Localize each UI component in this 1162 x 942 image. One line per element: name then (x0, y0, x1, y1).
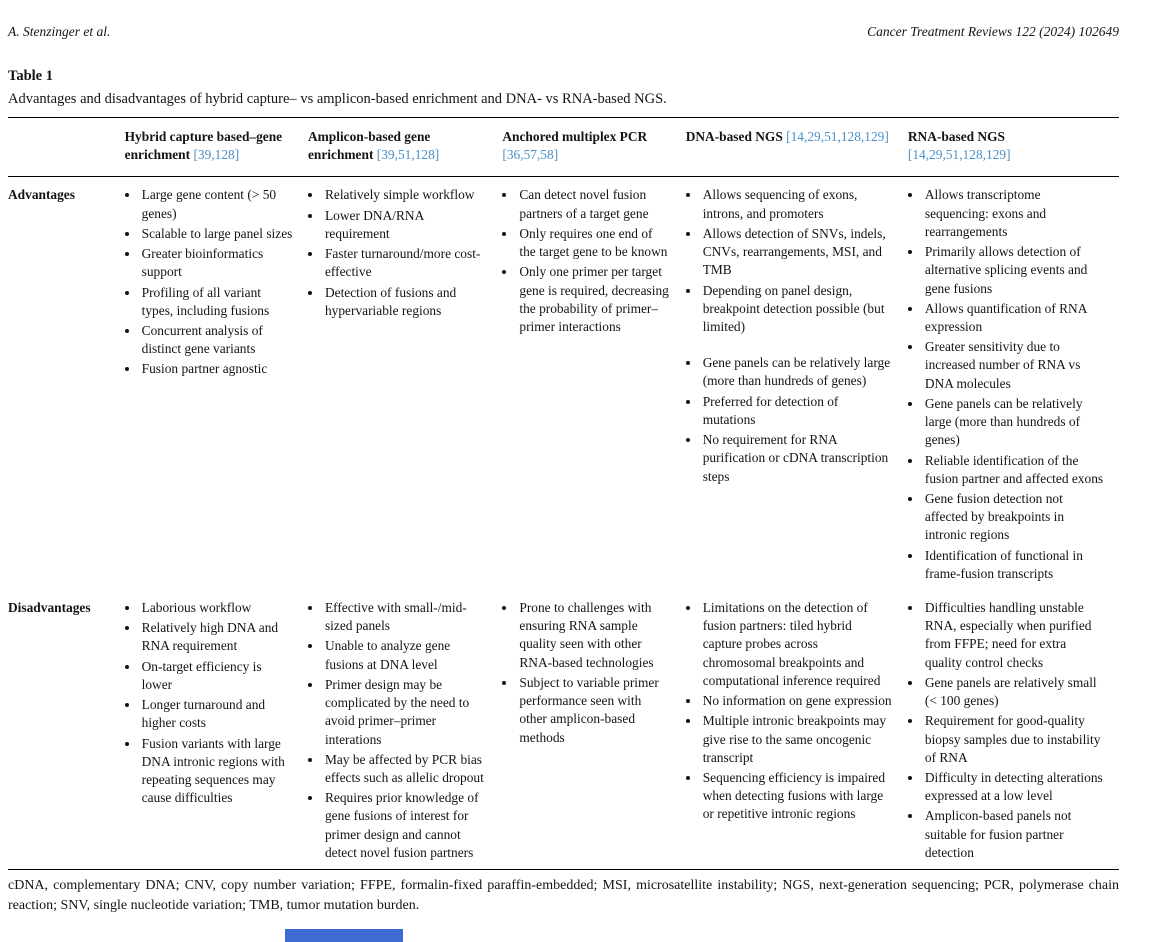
bullet-list (308, 186, 488, 320)
list-item: • Can detect novel fusion partners of a target gene (517, 186, 671, 222)
list-item: • Identification of functional in frame-fusion transcripts (923, 547, 1105, 583)
column-title: DNA-based NGS (685, 129, 783, 144)
column-title: RNA-based NGS (907, 129, 1005, 144)
list-item: • Large gene content (> 50 genes) (140, 186, 294, 222)
table-body (8, 177, 1119, 870)
comparison-table (8, 117, 1119, 870)
list-item: • Sequencing efficiency is impaired when detecting fusions with large or repetitive intronic regions (701, 769, 894, 824)
list-item: • Gene panels can be relatively large (more than hundreds of genes) (923, 395, 1105, 450)
list-item: • Only one primer per target gene is required, decreasing the probability of primer–primer interactions (517, 263, 671, 336)
list-item: • Greater sensitivity due to increased number of RNA vs DNA molecules (923, 338, 1105, 393)
list-item: • Faster turnaround/more cost-effective (323, 245, 488, 281)
bullet-list (125, 186, 294, 378)
column-header-amplicon (308, 118, 502, 177)
list-item: • Prone to challenges with ensuring RNA sample quality seen with other RNA-based technologies (517, 599, 671, 672)
table-label: Table 1 (8, 68, 53, 84)
list-item: • Greater bioinformatics support (140, 245, 294, 281)
citation-link[interactable]: [39,51,128] (376, 147, 440, 163)
list-item: • No information on gene expression (701, 692, 894, 710)
table-cell (308, 590, 502, 870)
list-item: • Requirement for good-quality biopsy samples due to instability of RNA (923, 712, 1105, 767)
header-row (8, 118, 1119, 177)
row-label: Advantages (8, 187, 75, 203)
bullet-list (502, 186, 671, 336)
list-item: • Allows detection of SNVs, indels, CNVs, rearrangements, MSI, and TMB (701, 225, 894, 280)
list-item: • Concurrent analysis of distinct gene variants (140, 322, 294, 358)
list-item: • Gene panels are relatively small (< 100 genes) (923, 674, 1105, 710)
citation-link[interactable]: [14,29,51,128,129] (786, 129, 889, 144)
list-item: • Allows quantification of RNA expression (923, 300, 1105, 336)
table-cell (502, 177, 685, 590)
list-item: • Scalable to large panel sizes (140, 225, 294, 243)
list-item: • Fusion partner agnostic (140, 360, 294, 378)
table-row (8, 590, 1119, 870)
table-row (8, 177, 1119, 590)
table-cell (686, 590, 908, 870)
list-item: • Depending on panel design, breakpoint detection possible (but limited) (701, 282, 894, 337)
column-title: Hybrid capture based–gene enrichment (124, 129, 283, 163)
list-item: • Preferred for detection of mutations (701, 393, 894, 429)
list-item: • Requires prior knowledge of gene fusions of interest for primer design and cannot detect novel fusion partners (323, 789, 488, 862)
list-spacer (701, 338, 894, 354)
column-header-hybrid-capture (125, 118, 308, 177)
list-item: • Profiling of all variant types, including fusions (140, 284, 294, 320)
table-cell (502, 590, 685, 870)
bullet-list (686, 186, 894, 485)
bullet-list (686, 599, 894, 824)
list-item: • On-target efficiency is lower (140, 658, 294, 694)
list-item: • Primer design may be complicated by the need to avoid primer–primer interations (323, 676, 488, 749)
list-item: • Difficulties handling unstable RNA, especially when purified from FFPE; need for extra quality control checks (923, 599, 1105, 672)
row-label: Disadvantages (8, 600, 91, 616)
bullet-list (125, 599, 294, 807)
list-item: • Allows sequencing of exons, introns, and promoters (701, 186, 894, 222)
list-item: • Reliable identification of the fusion partner and affected exons (923, 452, 1105, 488)
journal-ref: Cancer Treatment Reviews 122 (2024) 102649 (867, 24, 1119, 39)
list-item: • May be affected by PCR bias effects such as allelic dropout (323, 751, 488, 787)
bullet-list (308, 599, 488, 862)
list-item: • Amplicon-based panels not suitable for fusion partner detection (923, 807, 1105, 862)
list-item: • Relatively high DNA and RNA requirement (140, 619, 294, 655)
citation-link[interactable]: [39,128] (193, 147, 240, 163)
list-item: • Unable to analyze gene fusions at DNA level (323, 637, 488, 673)
list-item: • Effective with small-/mid-sized panels (323, 599, 488, 635)
column-header-anchored-multiplex-pcr (502, 118, 685, 177)
list-item: • Longer turnaround and higher costs (140, 696, 294, 732)
table-cell (908, 177, 1119, 590)
running-head (8, 24, 1119, 40)
list-item: • Detection of fusions and hypervariable regions (323, 284, 488, 320)
bullet-list (908, 186, 1105, 583)
authors: A. Stenzinger et al. (8, 24, 111, 39)
list-item: • Only requires one end of the target gene to be known (517, 225, 671, 261)
table-cell (125, 590, 308, 870)
table-cell (125, 177, 308, 590)
column-title: Anchored multiplex PCR (502, 129, 648, 144)
table-footnote: cDNA, complementary DNA; CNV, copy number variation; FFPE, formalin-fixed paraffin-embedded; MSI, microsatellite instability; NGS, next-generation sequencing; PCR, polymerase chain reaction; SNV, single nucleotide variation; TMB, tumor mutation burden. (8, 878, 1119, 913)
list-item: • Difficulty in detecting alterations expressed at a low level (923, 769, 1105, 805)
table-cell (908, 590, 1119, 870)
bullet-list (908, 599, 1105, 862)
list-item: • Subject to variable primer performance seen with other amplicon-based methods (517, 674, 671, 747)
list-item: • Primarily allows detection of alternative splicing events and gene fusions (923, 243, 1105, 298)
list-item: • Allows transcriptome sequencing: exons and rearrangements (923, 186, 1105, 241)
list-item: • Lower DNA/RNA requirement (323, 207, 488, 243)
table-cell (308, 177, 502, 590)
column-header-dna-ngs (686, 118, 908, 177)
list-item: • Gene panels can be relatively large (more than hundreds of genes) (701, 354, 894, 390)
list-item: • Limitations on the detection of fusion partners: tiled hybrid capture probes across chromosomal breakpoints and computational inference required (701, 599, 894, 690)
list-item: • No requirement for RNA purification or cDNA transcription steps (701, 431, 894, 486)
citation-link[interactable]: [36,57,58] (502, 147, 559, 163)
citation-link[interactable]: [14,29,51,128,129] (907, 147, 1011, 163)
table-cell (686, 177, 908, 590)
bottom-blue-bar (285, 929, 403, 942)
empty-header-cell (8, 118, 125, 177)
column-title: Amplicon-based gene enrichment (307, 129, 431, 163)
table-block (8, 68, 1119, 915)
table-caption: Advantages and disadvantages of hybrid capture– vs amplicon-based enrichment and DNA- vs RNA-based NGS. (8, 91, 667, 107)
list-item: • Gene fusion detection not affected by breakpoints in intronic regions (923, 490, 1105, 545)
list-item: • Laborious workflow (140, 599, 294, 617)
list-item: • Fusion variants with large DNA intronic regions with repeating sequences may cause difficulties (140, 735, 294, 808)
bullet-list (502, 599, 671, 747)
list-item: • Multiple intronic breakpoints may give rise to the same oncogenic transcript (701, 712, 894, 767)
list-item: • Relatively simple workflow (323, 186, 488, 204)
column-header-rna-ngs (908, 118, 1119, 177)
